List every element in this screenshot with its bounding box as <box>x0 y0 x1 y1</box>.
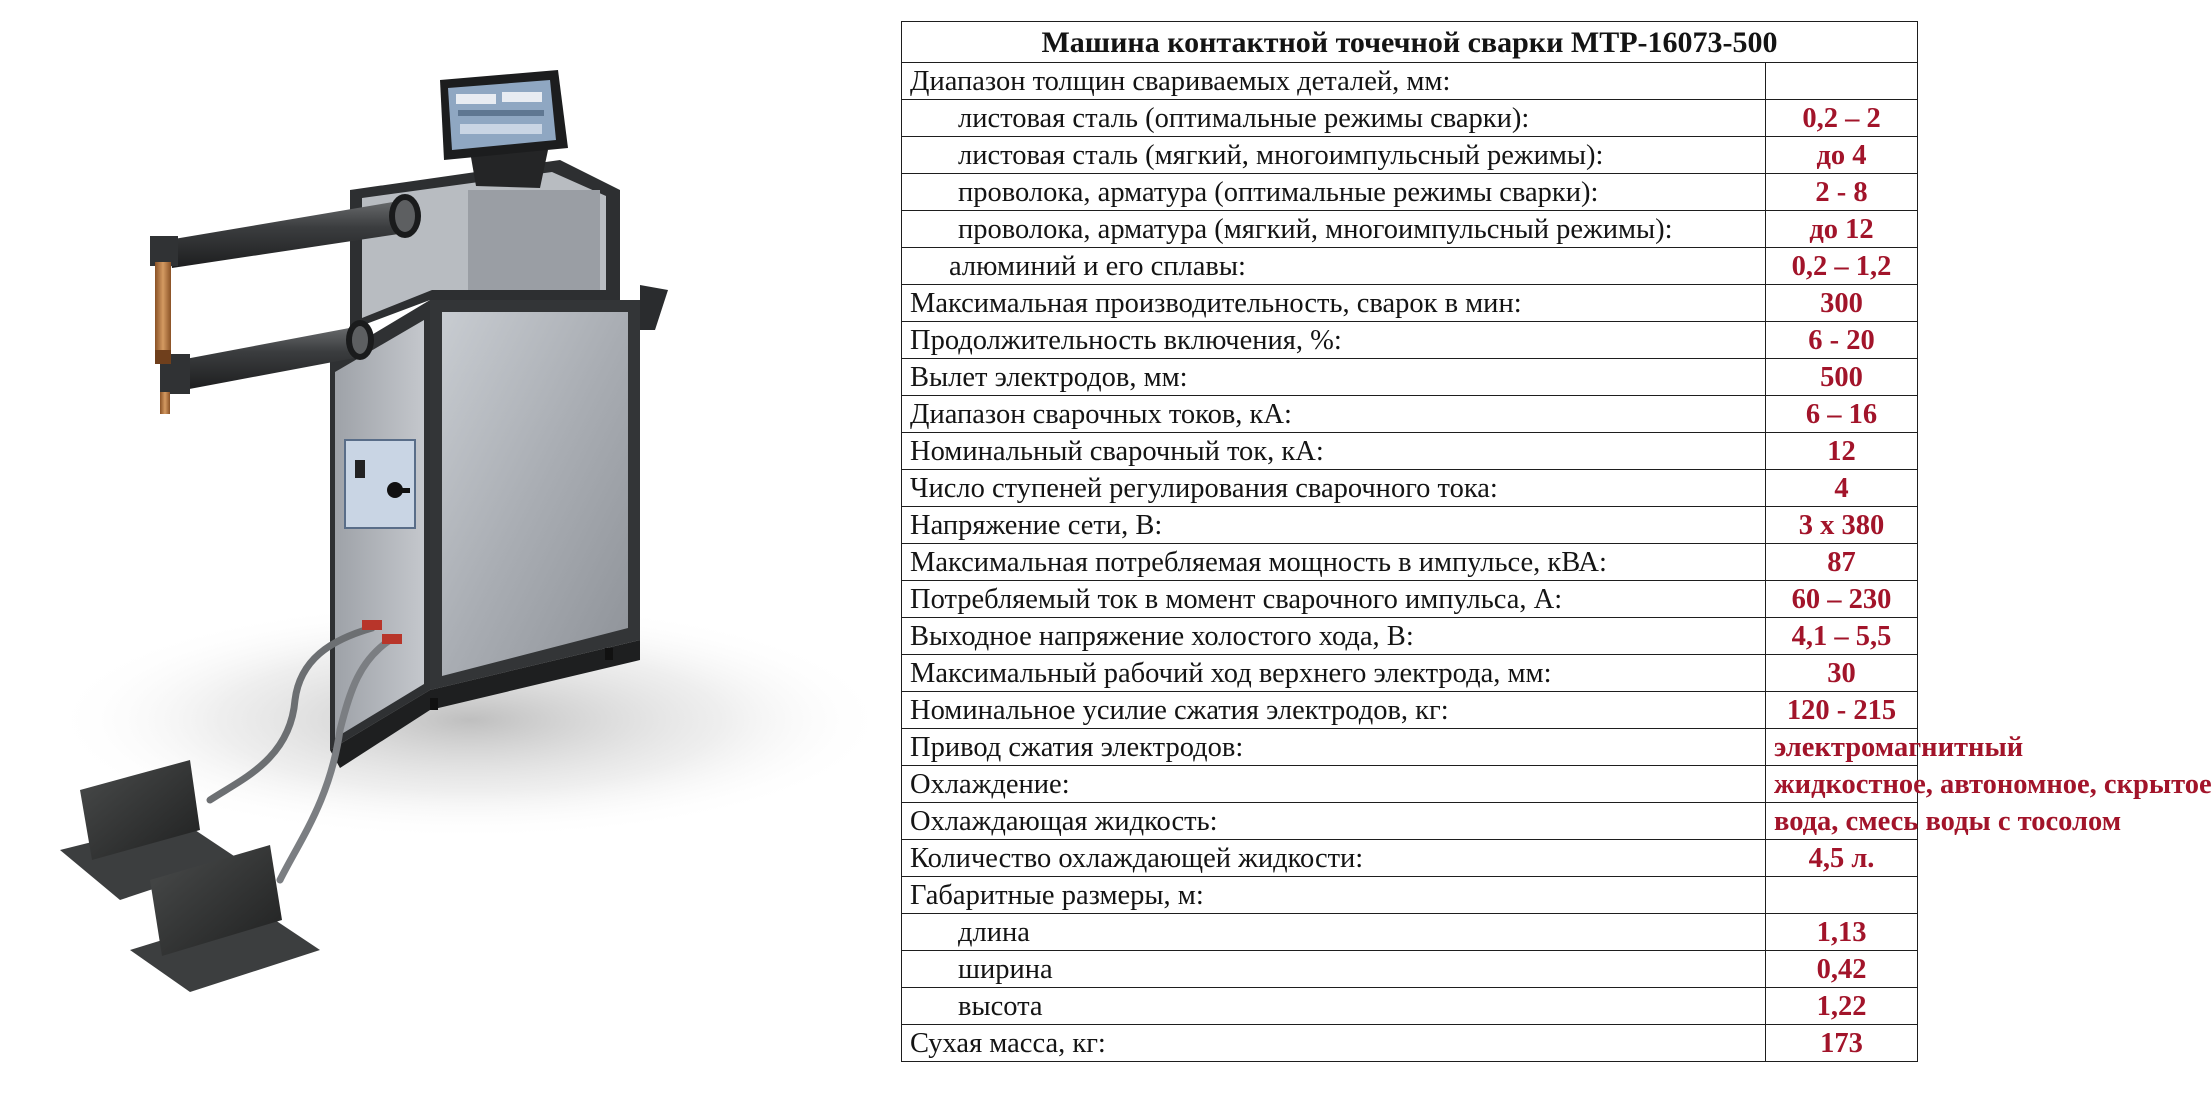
spec-label: Охлаждающая жидкость: <box>902 803 1766 840</box>
spec-label: высота <box>902 988 1766 1025</box>
spec-value <box>1766 729 2024 766</box>
spec-row <box>902 322 1918 359</box>
spec-row <box>902 803 1918 840</box>
spec-row <box>902 137 1918 174</box>
spec-row <box>902 877 1918 914</box>
spec-value-text: вода, смесь воды с тосолом <box>1774 805 2122 837</box>
spec-row <box>902 174 1918 211</box>
spec-value: до 12 <box>1766 211 1918 248</box>
spec-row <box>902 544 1918 581</box>
spec-value: 2 - 8 <box>1766 174 1918 211</box>
spec-title-row <box>902 22 1918 63</box>
spec-value: 1,13 <box>1766 914 1918 951</box>
spec-row <box>902 211 1918 248</box>
spec-row <box>902 507 1918 544</box>
spec-value <box>1766 803 2122 840</box>
spec-table <box>901 21 2212 1062</box>
spec-row <box>902 692 1918 729</box>
spec-value: 300 <box>1766 285 1918 322</box>
spec-value: 0,2 – 2 <box>1766 100 1918 137</box>
spec-row <box>902 840 1918 877</box>
spec-label: листовая сталь (оптимальные режимы сварки): <box>902 100 1766 137</box>
spec-label: Диапазон толщин свариваемых деталей, мм: <box>902 63 1766 100</box>
spec-label: Количество охлаждающей жидкости: <box>902 840 1766 877</box>
spec-value-text: электромагнитный <box>1774 731 2024 763</box>
spec-row <box>902 63 1918 100</box>
spec-row <box>902 433 1918 470</box>
spec-value-text: жидкостное, автономное, скрытое <box>1774 768 2212 800</box>
spec-label: листовая сталь (мягкий, многоимпульсный режимы): <box>902 137 1766 174</box>
spec-label: Охлаждение: <box>902 766 1766 803</box>
spec-label: Напряжение сети, В: <box>902 507 1766 544</box>
spec-row <box>902 1025 1918 1062</box>
spec-row <box>902 766 1918 803</box>
spec-value: 120 - 215 <box>1766 692 1918 729</box>
spec-label: Число ступеней регулирования сварочного тока: <box>902 470 1766 507</box>
spec-value: 4 <box>1766 470 1918 507</box>
spec-label: ширина <box>902 951 1766 988</box>
spec-value: 3 х 380 <box>1766 507 1918 544</box>
spec-value: до 4 <box>1766 137 1918 174</box>
spec-label: Выходное напряжение холостого хода, В: <box>902 618 1766 655</box>
spec-label: длина <box>902 914 1766 951</box>
spec-label: Максимальный рабочий ход верхнего электрода, мм: <box>902 655 1766 692</box>
spec-row <box>902 618 1918 655</box>
spec-value: 1,22 <box>1766 988 1918 1025</box>
spec-label: Габаритные размеры, м: <box>902 877 1766 914</box>
spec-label: Вылет электродов, мм: <box>902 359 1766 396</box>
spec-value <box>1766 63 1918 100</box>
spec-label: алюминий и его сплавы: <box>902 248 1766 285</box>
spec-label: Привод сжатия электродов: <box>902 729 1766 766</box>
spec-label: Максимальная потребляемая мощность в импульсе, кВА: <box>902 544 1766 581</box>
spec-row <box>902 470 1918 507</box>
spec-value: 6 - 20 <box>1766 322 1918 359</box>
control-panel <box>345 440 415 528</box>
spec-label: Номинальное усилие сжатия электродов, кг: <box>902 692 1766 729</box>
welding-machine-photo <box>0 0 880 1111</box>
spec-label: Продолжительность включения, %: <box>902 322 1766 359</box>
spec-row <box>902 914 1918 951</box>
spec-value: 12 <box>1766 433 1918 470</box>
spec-value: 6 – 16 <box>1766 396 1918 433</box>
spec-value: 500 <box>1766 359 1918 396</box>
spec-row <box>902 581 1918 618</box>
spec-value: 0,2 – 1,2 <box>1766 248 1918 285</box>
spec-label: Номинальный сварочный ток, кА: <box>902 433 1766 470</box>
spec-value <box>1766 766 2212 803</box>
spec-row <box>902 988 1918 1025</box>
spec-row <box>902 951 1918 988</box>
spec-value: 30 <box>1766 655 1918 692</box>
spec-label: Сухая масса, кг: <box>902 1025 1766 1062</box>
spec-label: Потребляемый ток в момент сварочного импульса, А: <box>902 581 1766 618</box>
spec-value: 0,42 <box>1766 951 1918 988</box>
spec-label: Максимальная производительность, сварок в мин: <box>902 285 1766 322</box>
spec-rows <box>902 63 2212 1062</box>
spec-row <box>902 655 1918 692</box>
spec-row <box>902 396 1918 433</box>
spec-value: 173 <box>1766 1025 1918 1062</box>
spec-value: 4,1 – 5,5 <box>1766 618 1918 655</box>
spec-label: проволока, арматура (мягкий, многоимпульсный режимы): <box>902 211 1766 248</box>
spec-value <box>1766 877 1918 914</box>
spec-label: проволока, арматура (оптимальные режимы сварки): <box>902 174 1766 211</box>
spec-title: Машина контактной точечной сварки МТР-16073-500 <box>902 22 1918 63</box>
spec-row <box>902 359 1918 396</box>
spec-label: Диапазон сварочных токов, кА: <box>902 396 1766 433</box>
spec-value: 87 <box>1766 544 1918 581</box>
spec-value: 4,5 л. <box>1766 840 1918 877</box>
spec-row <box>902 729 1918 766</box>
spec-value: 60 – 230 <box>1766 581 1918 618</box>
spec-row <box>902 248 1918 285</box>
spec-row <box>902 100 1918 137</box>
spec-row <box>902 285 1918 322</box>
